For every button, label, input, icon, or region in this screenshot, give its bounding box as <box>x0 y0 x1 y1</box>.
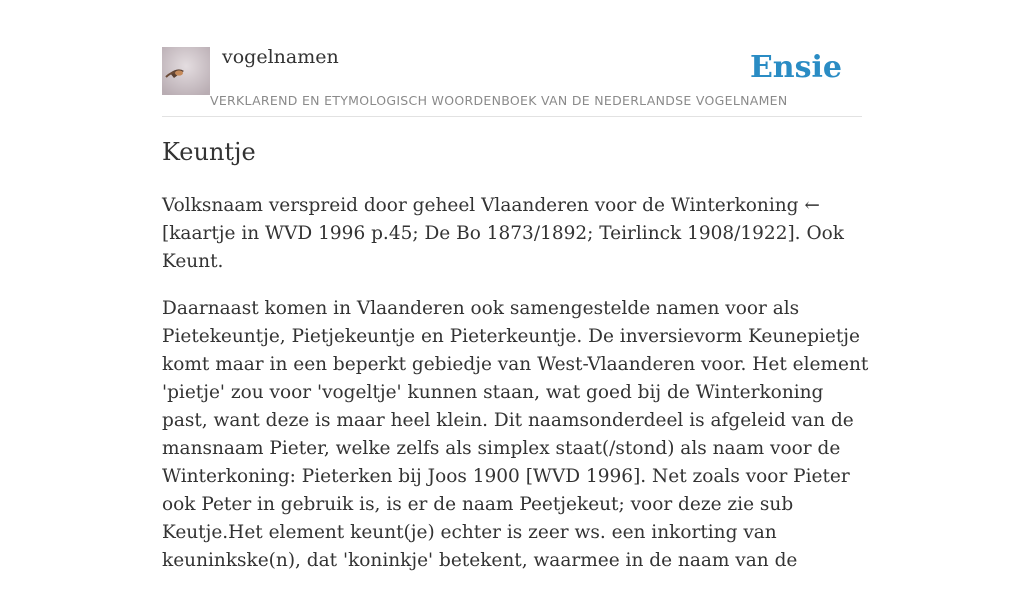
site-header <box>162 46 862 117</box>
brand-logo-link[interactable]: Ensie <box>749 50 842 85</box>
article-title: Keuntje <box>162 138 256 166</box>
article-paragraph: Volksnaam verspreid door geheel Vlaanderen voor de Winterkoning ← [kaartje in WVD 1996 p.45; De Bo 1873/1892; Teirlinck 1908/1922]. Ook Keunt. <box>162 195 844 272</box>
site-subtitle: VERKLAREND EN ETYMOLOGISCH WOORDENBOEK VAN DE NEDERLANDSE VOGELNAMEN <box>210 93 788 108</box>
avatar[interactable] <box>162 47 210 95</box>
article-body <box>162 192 872 594</box>
bird-photo-icon <box>162 47 210 95</box>
site-name-link[interactable]: vogelnamen <box>222 46 339 68</box>
article-paragraph: Daarnaast komen in Vlaanderen ook samengestelde namen voor als Pietekeuntje, Pietjekeuntje en Pieterkeuntje. De inversievorm Keunepietje komt maar in een beperkt gebiedje van West-Vlaanderen voor. Het element 'pietje' zou voor 'vogeltje' kunnen staan, wat goed bij de Winterkoning past, want deze is maar heel klein. Dit naamsonderdeel is afgeleid van de mansnaam Pieter, welke zelfs als simplex staat(/stond) als naam voor de Winterkoning: Pieterken bij Joos 1900 [WVD 1996]. Net zoals voor Pieter ook Peter in gebruik is, is er de naam Peetjekeut; voor deze zie sub Keutje.Het element keunt(je) echter is zeer ws. een inkorting van keuninkske(n), dat 'koninkje' betekent, waarmee in de naam van de <box>162 298 869 571</box>
